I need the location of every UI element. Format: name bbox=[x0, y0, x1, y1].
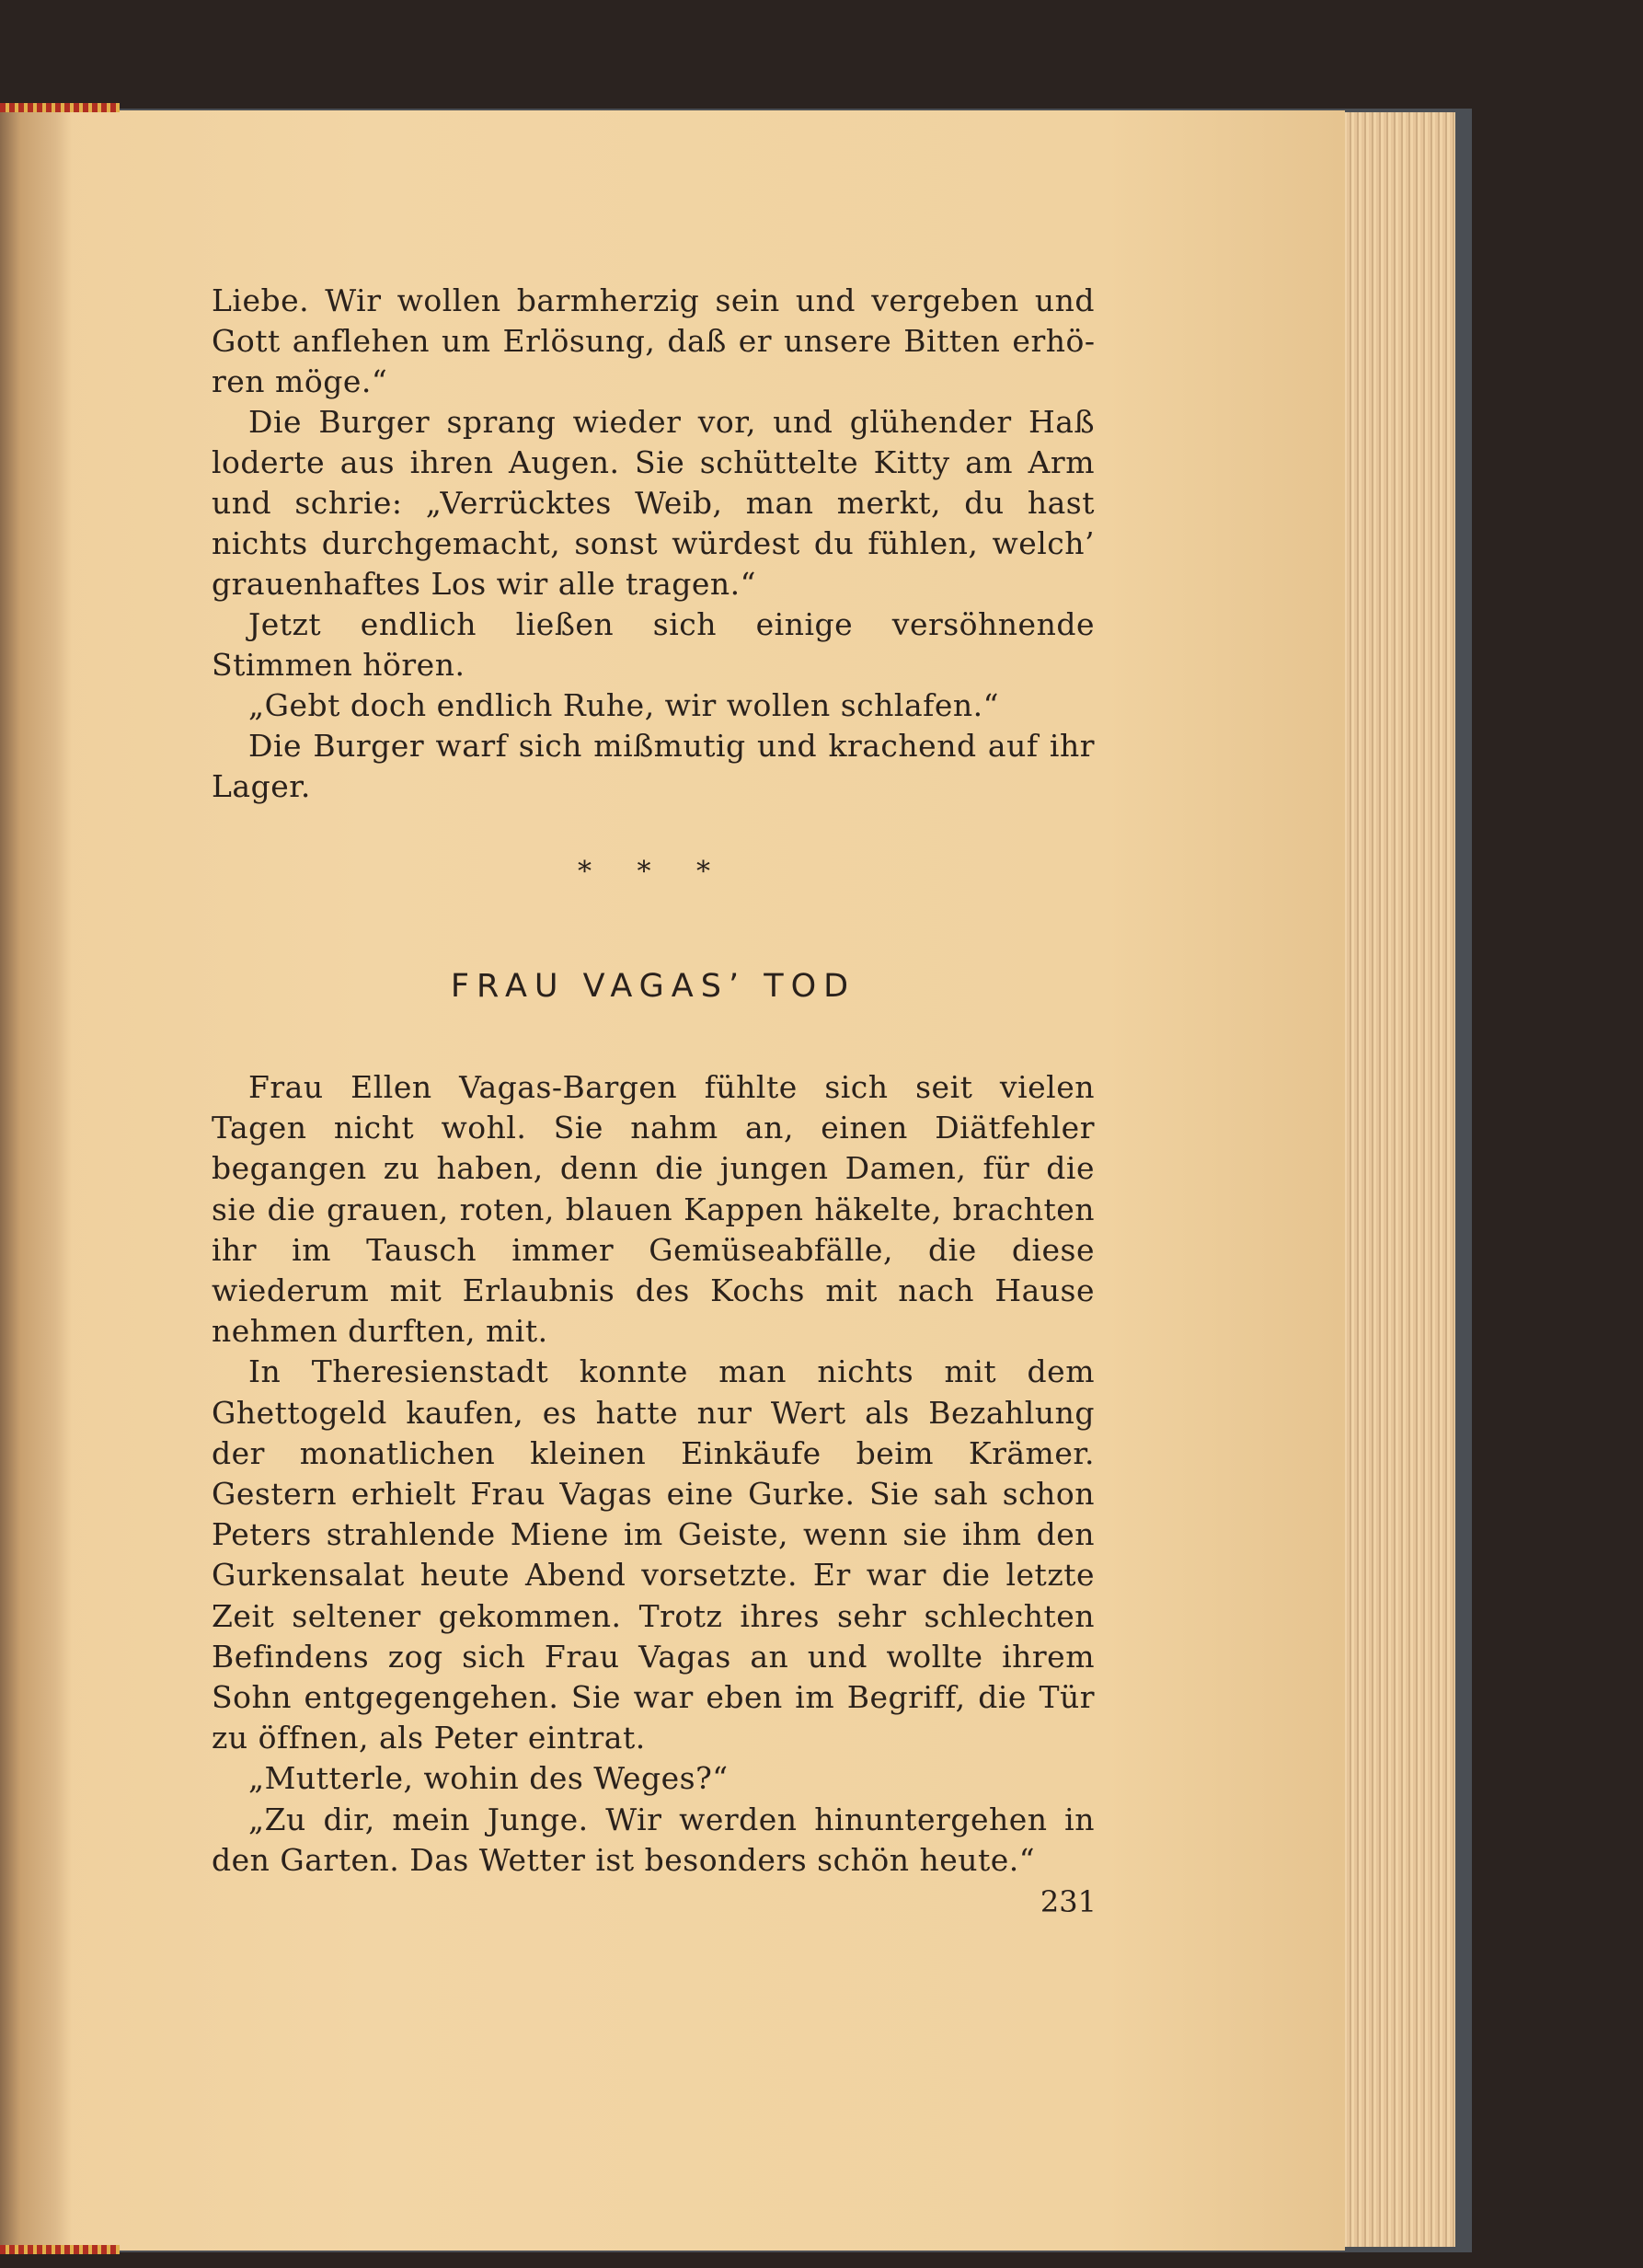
paragraph: Liebe. Wir wollen barmherzig sein und vergeben und Gott anflehen um Erlösung, daß er unsere Bitten erhören möge.“ bbox=[212, 282, 1095, 399]
section-separator: * * * bbox=[577, 856, 730, 888]
paragraph: „Zu dir, mein Junge. Wir werden hinuntergehen in den Garten. Das Wetter ist besonders schön heute.“ bbox=[212, 1801, 1095, 1878]
paragraph: Jetzt endlich ließen sich einige versöhnende Stimmen hören. bbox=[212, 606, 1095, 683]
paragraph: „Gebt doch endlich Ruhe, wir wollen schlafen.“ bbox=[248, 687, 999, 723]
text-block-top bbox=[212, 281, 1095, 807]
page-gutter bbox=[0, 110, 72, 2251]
chapter-heading: FRAU VAGAS’ TOD bbox=[450, 968, 856, 1005]
text-block-bottom bbox=[212, 1067, 1095, 1881]
paragraph: Die Burger warf sich mißmutig und krachend auf ihr Lager. bbox=[212, 728, 1095, 804]
paragraph: „Mutterle, wohin des Weges?“ bbox=[248, 1760, 729, 1797]
binding-thread-bottom bbox=[0, 2245, 120, 2254]
paragraph: Die Burger sprang wieder vor, und glühender Haß loderte aus ihren Augen. Sie schüttelte Kitty am Arm und schrie: „Verrücktes Weib, man merkt, du hast nichts durchgemacht, sonst würdest du fühlen, welch’ grauenhaftes Los wir alle tragen.“ bbox=[212, 404, 1095, 602]
paragraph: In Theresienstadt konnte man nichts mit dem Ghettogeld kaufen, es hatte nur Wert als Bezahlung der monatlichen kleinen Einkäufe beim Krämer. Gestern erhielt Frau Vagas eine Gurke. Sie sah schon Peters strahlende Miene im Geiste, wenn sie ihm den Gurkensalat heute Abend vorsetzte. Er war die letzte Zeit seltener gekommen. Trotz ihres sehr schlechten Befindens zog sich Frau Vagas an und wollte ihrem Sohn entgegengehen. Sie war eben im Begriff, die Tür zu öffnen, als Peter eintrat. bbox=[212, 1353, 1095, 1756]
binding-thread-top bbox=[0, 103, 120, 112]
paragraph: Frau Ellen Vagas-Bargen fühlte sich seit vielen Tagen nicht wohl. Sie nahm an, einen Diätfehler begangen zu haben, denn die jungen Damen, für die sie die grauen, roten, blauen Kappen häkelte, brachten ihr im Tausch immer Gemüseabfälle, die diese wiederum mit Erlaubnis des Kochs mit nach Hause nehmen durften, mit. bbox=[212, 1069, 1095, 1350]
page-number: 231 bbox=[1040, 1884, 1097, 1919]
